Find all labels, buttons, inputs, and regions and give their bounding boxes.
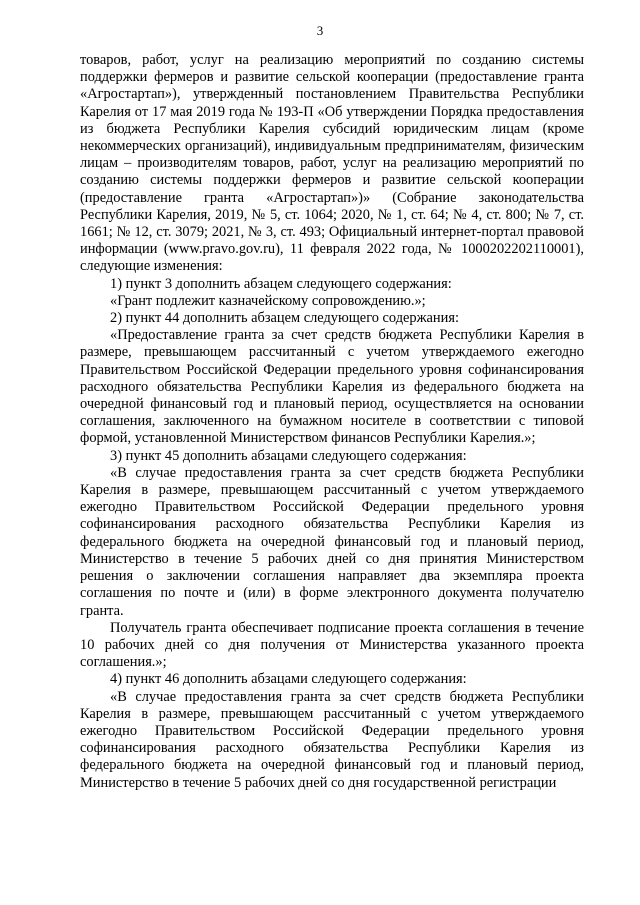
document-body [80, 52, 584, 792]
paragraph-quote-1: «Грант подлежит казначейскому сопровождению.»; [110, 292, 426, 309]
paragraph-quote-4: «В случае предоставления гранта за счет средств бюджета Республики Карелия в размере, превышающем рассчитанный с учетом утверждаемого ежегодно Правительством Российской Федерации предельного уровня софинансирования расходного обязательства Республики Карелия из федерального бюджета на очередной финансовый год и плановый период, Министерство в течение 5 рабочих дней со дня государственной регистрации [80, 688, 584, 791]
paragraph-quote-2: «Предоставление гранта за счет средств бюджета Республики Карелия в размере, превышающем рассчитанный с учетом утверждаемого ежегодно Правительством Российской Федерации предельного уровня софинансирования расходного обязательства Республики Карелия из федерального бюджета на очередной финансовый год и плановый период, осуществляется на основании соглашения, заключенного на бумажном носителе в соответствии с типовой формой, установленной Министерством финансов Республики Карелия.»; [80, 327, 584, 447]
paragraph-item-3: 3) пункт 45 дополнить абзацами следующего содержания: [110, 447, 467, 464]
paragraph-continuation: товаров, работ, услуг на реализацию мероприятий по созданию системы поддержки фермеров и развитие сельской кооперации (предоставление гранта «Агростартап»), утвержденный постановлением Правительства Республики Карелия от 17 мая 2019 года № 193-П «Об утверждении Порядка предоставления из бюджета Республики Карелия субсидий юридическим лицам (кроме некоммерческих организаций), индивидуальным предпринимателям, физическим лицам – производителям товаров, работ, услуг на реализацию мероприятий по созданию системы поддержки фермеров и развитие сельской кооперации (предоставление гранта «Агростартап»)» (Собрание законодательства Республики Карелия, 2019, № 5, ст. 1064; 2020, № 1, ст. 64; № 4, ст. 800; № 7, ст. 1661; № 12, ст. 3079; 2021, № 3, ст. 493; Официальный интернет-портал правовой информации (www.pravo.gov.ru), 11 февраля 2022 года, № 1000202202110001), следующие изменения: [80, 52, 584, 275]
paragraph-quote-3-cont: Получатель гранта обеспечивает подписание проекта соглашения в течение 10 рабочих дней со дня получения от Министерства указанного проекта соглашения.»; [80, 619, 584, 671]
page-number: 3 [316, 23, 324, 38]
paragraph-item-1: 1) пункт 3 дополнить абзацем следующего содержания: [110, 275, 452, 292]
paragraph-item-2: 2) пункт 44 дополнить абзацем следующего содержания: [110, 310, 459, 327]
paragraph-quote-3: «В случае предоставления гранта за счет средств бюджета Республики Карелия в размере, превышающем рассчитанный с учетом утверждаемого ежегодно Правительством Российской Федерации предельного уровня софинансирования расходного обязательства Республики Карелия из федерального бюджета на очередной финансовый год и плановый период, Министерство в течение 5 рабочих дней со дня принятия Министерством решения о заключении соглашения направляет два экземпляра проекта соглашения по почте и (или) в форме электронного документа получателю гранта. [80, 464, 584, 619]
paragraph-item-4: 4) пункт 46 дополнить абзацами следующего содержания: [110, 671, 467, 688]
